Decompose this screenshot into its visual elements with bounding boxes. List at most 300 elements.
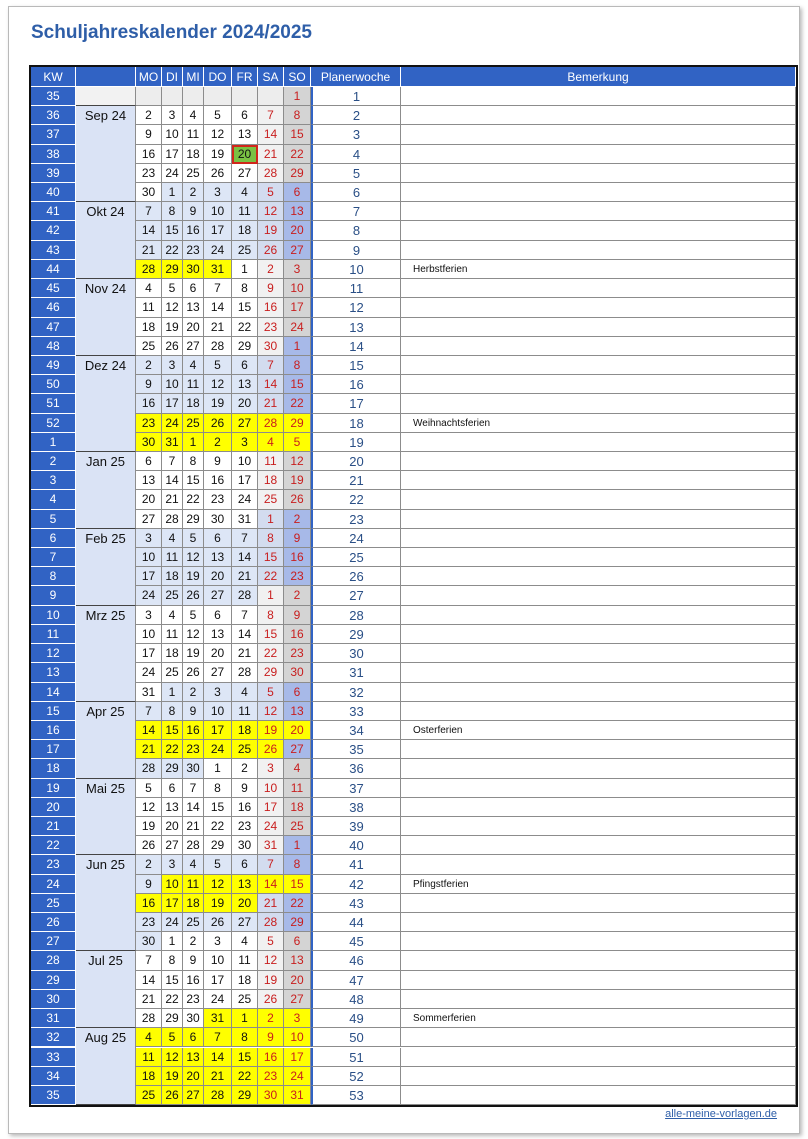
day-cell-di[interactable]: 29 [162,759,183,778]
day-cell-mi[interactable]: 28 [183,836,204,855]
day-cell-mi[interactable]: 13 [183,298,204,317]
day-cell-fr[interactable]: 16 [232,798,258,817]
day-cell-sa[interactable]: 24 [258,817,284,836]
day-cell-fr[interactable]: 11 [232,202,258,221]
day-cell-fr[interactable]: 25 [232,740,258,759]
day-cell-do[interactable]: 21 [204,318,232,337]
day-cell-do[interactable]: 29 [204,836,232,855]
day-cell-mi[interactable]: 25 [183,414,204,433]
day-cell-di[interactable]: 15 [162,721,183,740]
bemerkung-cell[interactable] [401,202,796,221]
bemerkung-cell[interactable] [401,125,796,144]
day-cell-sa[interactable]: 30 [258,1086,284,1105]
day-cell-fr[interactable]: 21 [232,644,258,663]
day-cell-fr[interactable]: 13 [232,375,258,394]
day-cell-sa[interactable]: 19 [258,221,284,240]
day-cell-so[interactable]: 17 [284,298,311,317]
day-cell-sa[interactable]: 10 [258,779,284,798]
day-cell-so[interactable]: 6 [284,932,311,951]
day-cell-mi[interactable]: 4 [183,356,204,375]
day-cell-mo[interactable]: 9 [136,375,162,394]
day-cell-so[interactable]: 8 [284,106,311,125]
day-cell-fr[interactable]: 14 [232,625,258,644]
day-cell-mo[interactable]: 4 [136,1028,162,1047]
day-cell-mo[interactable]: 9 [136,125,162,144]
bemerkung-cell[interactable] [401,145,796,164]
day-cell-mo[interactable]: 30 [136,183,162,202]
day-cell-di[interactable]: 29 [162,1009,183,1028]
day-cell-do[interactable]: 12 [204,375,232,394]
day-cell-so[interactable]: 6 [284,683,311,702]
day-cell-di[interactable]: 1 [162,932,183,951]
day-cell-so[interactable]: 4 [284,759,311,778]
day-cell-mi[interactable]: 18 [183,145,204,164]
day-cell-mi[interactable]: 23 [183,241,204,260]
day-cell-so[interactable]: 9 [284,529,311,548]
day-cell-mi[interactable]: 1 [183,433,204,452]
day-cell-so[interactable]: 13 [284,202,311,221]
day-cell-fr[interactable]: 15 [232,1048,258,1067]
day-cell-mi[interactable]: 25 [183,913,204,932]
day-cell-di[interactable]: 12 [162,1048,183,1067]
day-cell-mi[interactable]: 30 [183,260,204,279]
bemerkung-cell[interactable] [401,279,796,298]
day-cell-sa[interactable]: 26 [258,740,284,759]
day-cell-mo[interactable]: 2 [136,356,162,375]
day-cell-so[interactable]: 12 [284,452,311,471]
day-cell-do[interactable]: 13 [204,548,232,567]
bemerkung-cell[interactable] [401,1048,796,1067]
day-cell-so[interactable]: 22 [284,394,311,413]
day-cell-so[interactable]: 1 [284,337,311,356]
day-cell-so[interactable]: 2 [284,510,311,529]
day-cell-do[interactable]: 20 [204,644,232,663]
day-cell-sa[interactable]: 25 [258,490,284,509]
day-cell-di[interactable]: 1 [162,183,183,202]
day-cell-fr[interactable]: 22 [232,1067,258,1086]
day-cell-fr[interactable]: 7 [232,529,258,548]
day-cell-di[interactable]: 25 [162,586,183,605]
day-cell-di[interactable]: 18 [162,567,183,586]
day-cell-di[interactable]: 22 [162,990,183,1009]
day-cell-mo[interactable]: 14 [136,971,162,990]
day-cell-so[interactable]: 10 [284,1028,311,1047]
day-cell-so[interactable]: 20 [284,971,311,990]
day-cell-mi[interactable]: 6 [183,279,204,298]
day-cell-mo[interactable]: 21 [136,740,162,759]
bemerkung-cell[interactable]: Sommerferien [401,1009,796,1028]
day-cell-fr[interactable]: 25 [232,990,258,1009]
day-cell-sa[interactable]: 12 [258,951,284,970]
day-cell-mi[interactable]: 19 [183,567,204,586]
bemerkung-cell[interactable] [401,318,796,337]
day-cell-di[interactable]: 27 [162,836,183,855]
day-cell-mo[interactable]: 28 [136,260,162,279]
day-cell-di[interactable]: 10 [162,875,183,894]
day-cell-do[interactable]: 10 [204,702,232,721]
bemerkung-cell[interactable] [401,87,796,106]
day-cell-so[interactable]: 6 [284,183,311,202]
day-cell-so[interactable]: 23 [284,644,311,663]
day-cell-so[interactable]: 18 [284,798,311,817]
day-cell-mi[interactable]: 2 [183,932,204,951]
day-cell-di[interactable]: 25 [162,663,183,682]
day-cell-do[interactable]: 10 [204,202,232,221]
day-cell-do[interactable]: 12 [204,875,232,894]
day-cell-di[interactable] [162,87,183,106]
day-cell-fr[interactable]: 25 [232,241,258,260]
day-cell-so[interactable]: 16 [284,548,311,567]
day-cell-so[interactable]: 26 [284,490,311,509]
day-cell-mi[interactable]: 26 [183,586,204,605]
day-cell-di[interactable]: 19 [162,318,183,337]
day-cell-mo[interactable]: 6 [136,452,162,471]
day-cell-so[interactable]: 29 [284,164,311,183]
day-cell-do[interactable]: 1 [204,759,232,778]
day-cell-di[interactable]: 3 [162,106,183,125]
day-cell-sa[interactable]: 14 [258,875,284,894]
day-cell-mo[interactable]: 28 [136,759,162,778]
day-cell-di[interactable]: 11 [162,625,183,644]
day-cell-mo[interactable]: 26 [136,836,162,855]
bemerkung-cell[interactable] [401,644,796,663]
day-cell-fr[interactable]: 18 [232,221,258,240]
day-cell-di[interactable]: 8 [162,702,183,721]
day-cell-fr[interactable]: 22 [232,318,258,337]
day-cell-fr[interactable]: 28 [232,586,258,605]
day-cell-mi[interactable]: 22 [183,490,204,509]
day-cell-di[interactable]: 5 [162,1028,183,1047]
day-cell-mi[interactable]: 4 [183,855,204,874]
day-cell-mi[interactable]: 2 [183,683,204,702]
day-cell-di[interactable]: 10 [162,375,183,394]
day-cell-do[interactable]: 13 [204,625,232,644]
day-cell-mi[interactable]: 21 [183,817,204,836]
day-cell-sa[interactable]: 1 [258,586,284,605]
day-cell-mi[interactable]: 5 [183,529,204,548]
day-cell-sa[interactable]: 4 [258,433,284,452]
day-cell-sa[interactable]: 2 [258,1009,284,1028]
day-cell-do[interactable]: 5 [204,855,232,874]
day-cell-so[interactable]: 5 [284,433,311,452]
day-cell-fr[interactable]: 4 [232,683,258,702]
day-cell-sa[interactable]: 7 [258,356,284,375]
day-cell-so[interactable]: 25 [284,817,311,836]
day-cell-so[interactable]: 1 [284,836,311,855]
day-cell-mi[interactable]: 9 [183,202,204,221]
day-cell-sa[interactable]: 12 [258,702,284,721]
day-cell-do[interactable]: 14 [204,298,232,317]
day-cell-mi[interactable]: 14 [183,798,204,817]
day-cell-mo[interactable]: 23 [136,414,162,433]
day-cell-fr[interactable]: 31 [232,510,258,529]
day-cell-do[interactable]: 17 [204,721,232,740]
day-cell-do[interactable]: 3 [204,683,232,702]
day-cell-di[interactable]: 17 [162,394,183,413]
day-cell-do[interactable]: 7 [204,1028,232,1047]
bemerkung-cell[interactable] [401,702,796,721]
day-cell-sa[interactable]: 23 [258,1067,284,1086]
day-cell-do[interactable]: 14 [204,1048,232,1067]
day-cell-so[interactable]: 20 [284,221,311,240]
day-cell-sa[interactable]: 28 [258,164,284,183]
bemerkung-cell[interactable] [401,241,796,260]
bemerkung-cell[interactable] [401,356,796,375]
day-cell-do[interactable]: 23 [204,490,232,509]
day-cell-mo[interactable]: 12 [136,798,162,817]
day-cell-mo[interactable]: 13 [136,471,162,490]
bemerkung-cell[interactable] [401,817,796,836]
day-cell-sa[interactable]: 22 [258,567,284,586]
day-cell-mo[interactable]: 10 [136,625,162,644]
day-cell-so[interactable]: 22 [284,894,311,913]
bemerkung-cell[interactable] [401,106,796,125]
day-cell-so[interactable]: 22 [284,145,311,164]
day-cell-so[interactable]: 19 [284,471,311,490]
day-cell-fr[interactable]: 7 [232,606,258,625]
day-cell-di[interactable]: 19 [162,1067,183,1086]
bemerkung-cell[interactable] [401,990,796,1009]
day-cell-fr[interactable]: 20 [232,894,258,913]
day-cell-fr[interactable]: 4 [232,932,258,951]
day-cell-do[interactable]: 3 [204,183,232,202]
day-cell-mi[interactable]: 11 [183,875,204,894]
day-cell-sa[interactable]: 23 [258,318,284,337]
day-cell-mo[interactable]: 24 [136,586,162,605]
day-cell-di[interactable]: 8 [162,951,183,970]
day-cell-di[interactable]: 10 [162,125,183,144]
day-cell-di[interactable]: 5 [162,279,183,298]
day-cell-mi[interactable]: 13 [183,1048,204,1067]
day-cell-sa[interactable]: 9 [258,1028,284,1047]
day-cell-so[interactable]: 15 [284,875,311,894]
day-cell-do[interactable]: 24 [204,990,232,1009]
day-cell-sa[interactable]: 29 [258,663,284,682]
day-cell-do[interactable]: 21 [204,1067,232,1086]
day-cell-fr[interactable]: 18 [232,971,258,990]
day-cell-fr[interactable]: 13 [232,875,258,894]
bemerkung-cell[interactable] [401,855,796,874]
day-cell-do[interactable]: 26 [204,913,232,932]
bemerkung-cell[interactable] [401,913,796,932]
day-cell-do[interactable]: 15 [204,798,232,817]
day-cell-sa[interactable]: 28 [258,414,284,433]
day-cell-di[interactable]: 24 [162,913,183,932]
bemerkung-cell[interactable] [401,836,796,855]
day-cell-fr[interactable]: 17 [232,471,258,490]
day-cell-do[interactable]: 3 [204,932,232,951]
day-cell-mi[interactable]: 2 [183,183,204,202]
day-cell-fr[interactable]: 1 [232,1009,258,1028]
bemerkung-cell[interactable] [401,433,796,452]
day-cell-sa[interactable]: 19 [258,971,284,990]
bemerkung-cell[interactable] [401,490,796,509]
day-cell-mi[interactable]: 16 [183,721,204,740]
day-cell-so[interactable]: 24 [284,318,311,337]
day-cell-mo[interactable]: 25 [136,1086,162,1105]
day-cell-sa[interactable]: 5 [258,932,284,951]
day-cell-mo[interactable]: 14 [136,221,162,240]
day-cell-so[interactable]: 29 [284,913,311,932]
day-cell-mo[interactable]: 17 [136,567,162,586]
day-cell-mo[interactable]: 2 [136,106,162,125]
day-cell-fr[interactable]: 11 [232,702,258,721]
day-cell-sa[interactable]: 16 [258,298,284,317]
day-cell-do[interactable]: 19 [204,145,232,164]
day-cell-mo[interactable]: 23 [136,913,162,932]
day-cell-sa[interactable]: 1 [258,510,284,529]
day-cell-do[interactable]: 7 [204,279,232,298]
day-cell-fr[interactable]: 8 [232,279,258,298]
day-cell-sa[interactable]: 15 [258,548,284,567]
day-cell-mi[interactable]: 30 [183,1009,204,1028]
day-cell-fr[interactable]: 8 [232,1028,258,1047]
bemerkung-cell[interactable] [401,894,796,913]
day-cell-fr[interactable]: 28 [232,663,258,682]
day-cell-mi[interactable]: 16 [183,971,204,990]
day-cell-di[interactable]: 18 [162,644,183,663]
bemerkung-cell[interactable] [401,798,796,817]
bemerkung-cell[interactable]: Weihnachtsferien [401,414,796,433]
day-cell-fr[interactable]: 10 [232,452,258,471]
day-cell-mi[interactable]: 12 [183,548,204,567]
day-cell-do[interactable]: 17 [204,971,232,990]
bemerkung-cell[interactable] [401,298,796,317]
day-cell-di[interactable]: 8 [162,202,183,221]
day-cell-di[interactable]: 3 [162,855,183,874]
day-cell-mo[interactable]: 3 [136,529,162,548]
day-cell-do[interactable]: 24 [204,241,232,260]
day-cell-fr[interactable]: 21 [232,567,258,586]
day-cell-fr[interactable]: 4 [232,183,258,202]
day-cell-mi[interactable]: 23 [183,990,204,1009]
bemerkung-cell[interactable] [401,164,796,183]
day-cell-so[interactable]: 10 [284,279,311,298]
day-cell-mi[interactable]: 20 [183,1067,204,1086]
day-cell-sa[interactable]: 16 [258,1048,284,1067]
day-cell-sa[interactable]: 21 [258,394,284,413]
day-cell-so[interactable]: 15 [284,375,311,394]
day-cell-mo[interactable]: 2 [136,855,162,874]
day-cell-di[interactable]: 21 [162,490,183,509]
day-cell-do[interactable]: 26 [204,414,232,433]
day-cell-so[interactable]: 24 [284,1067,311,1086]
day-cell-fr[interactable]: 9 [232,779,258,798]
day-cell-di[interactable]: 24 [162,164,183,183]
day-cell-mi[interactable]: 4 [183,106,204,125]
day-cell-mo[interactable]: 18 [136,318,162,337]
day-cell-so[interactable]: 20 [284,721,311,740]
day-cell-di[interactable]: 17 [162,894,183,913]
day-cell-di[interactable]: 22 [162,740,183,759]
day-cell-di[interactable]: 24 [162,414,183,433]
bemerkung-cell[interactable]: Osterferien [401,721,796,740]
day-cell-sa[interactable]: 3 [258,759,284,778]
day-cell-mo[interactable] [136,87,162,106]
day-cell-mo[interactable]: 31 [136,683,162,702]
day-cell-mi[interactable]: 18 [183,894,204,913]
day-cell-sa[interactable]: 19 [258,721,284,740]
day-cell-do[interactable]: 19 [204,894,232,913]
day-cell-di[interactable]: 20 [162,817,183,836]
day-cell-so[interactable]: 29 [284,414,311,433]
day-cell-so[interactable]: 8 [284,356,311,375]
day-cell-do[interactable]: 16 [204,471,232,490]
day-cell-mo[interactable]: 11 [136,298,162,317]
day-cell-mo[interactable]: 23 [136,164,162,183]
day-cell-fr[interactable]: 11 [232,951,258,970]
day-cell-so[interactable]: 27 [284,241,311,260]
day-cell-sa[interactable]: 21 [258,145,284,164]
day-cell-do[interactable]: 6 [204,529,232,548]
day-cell-mi[interactable]: 27 [183,1086,204,1105]
day-cell-di[interactable]: 13 [162,798,183,817]
day-cell-mo[interactable]: 21 [136,990,162,1009]
day-cell-di[interactable]: 14 [162,471,183,490]
day-cell-mi[interactable]: 18 [183,394,204,413]
day-cell-so[interactable]: 27 [284,990,311,1009]
day-cell-sa[interactable]: 2 [258,260,284,279]
day-cell-mi[interactable]: 8 [183,452,204,471]
day-cell-mo[interactable]: 9 [136,875,162,894]
bemerkung-cell[interactable] [401,779,796,798]
day-cell-mo[interactable]: 11 [136,1048,162,1067]
day-cell-do[interactable]: 28 [204,337,232,356]
day-cell-do[interactable]: 28 [204,1086,232,1105]
day-cell-di[interactable]: 26 [162,337,183,356]
day-cell-do[interactable]: 22 [204,817,232,836]
day-cell-di[interactable]: 22 [162,241,183,260]
bemerkung-cell[interactable] [401,183,796,202]
day-cell-fr[interactable]: 14 [232,548,258,567]
day-cell-fr[interactable]: 6 [232,855,258,874]
day-cell-so[interactable]: 15 [284,125,311,144]
day-cell-do[interactable]: 5 [204,106,232,125]
bemerkung-cell[interactable] [401,663,796,682]
day-cell-do[interactable]: 9 [204,452,232,471]
day-cell-mi[interactable] [183,87,204,106]
day-cell-di[interactable]: 11 [162,548,183,567]
day-cell-fr[interactable]: 29 [232,337,258,356]
day-cell-mo[interactable]: 5 [136,779,162,798]
day-cell-so[interactable]: 17 [284,1048,311,1067]
day-cell-do[interactable]: 2 [204,433,232,452]
day-cell-mi[interactable]: 12 [183,625,204,644]
day-cell-so[interactable]: 13 [284,702,311,721]
day-cell-do[interactable]: 17 [204,221,232,240]
day-cell-do[interactable] [204,87,232,106]
bemerkung-cell[interactable] [401,606,796,625]
day-cell-sa[interactable]: 5 [258,183,284,202]
day-cell-mo[interactable]: 21 [136,241,162,260]
day-cell-sa[interactable]: 17 [258,798,284,817]
day-cell-di[interactable]: 4 [162,606,183,625]
day-cell-mi[interactable]: 7 [183,779,204,798]
day-cell-di[interactable]: 28 [162,510,183,529]
day-cell-mo[interactable]: 30 [136,932,162,951]
day-cell-mo[interactable]: 10 [136,548,162,567]
day-cell-sa[interactable]: 21 [258,894,284,913]
day-cell-so[interactable]: 3 [284,260,311,279]
day-cell-mi[interactable]: 25 [183,164,204,183]
bemerkung-cell[interactable] [401,586,796,605]
bemerkung-cell[interactable] [401,759,796,778]
day-cell-mo[interactable]: 7 [136,202,162,221]
day-cell-fr[interactable]: 6 [232,106,258,125]
day-cell-mo[interactable]: 16 [136,145,162,164]
bemerkung-cell[interactable] [401,567,796,586]
day-cell-sa[interactable]: 7 [258,855,284,874]
